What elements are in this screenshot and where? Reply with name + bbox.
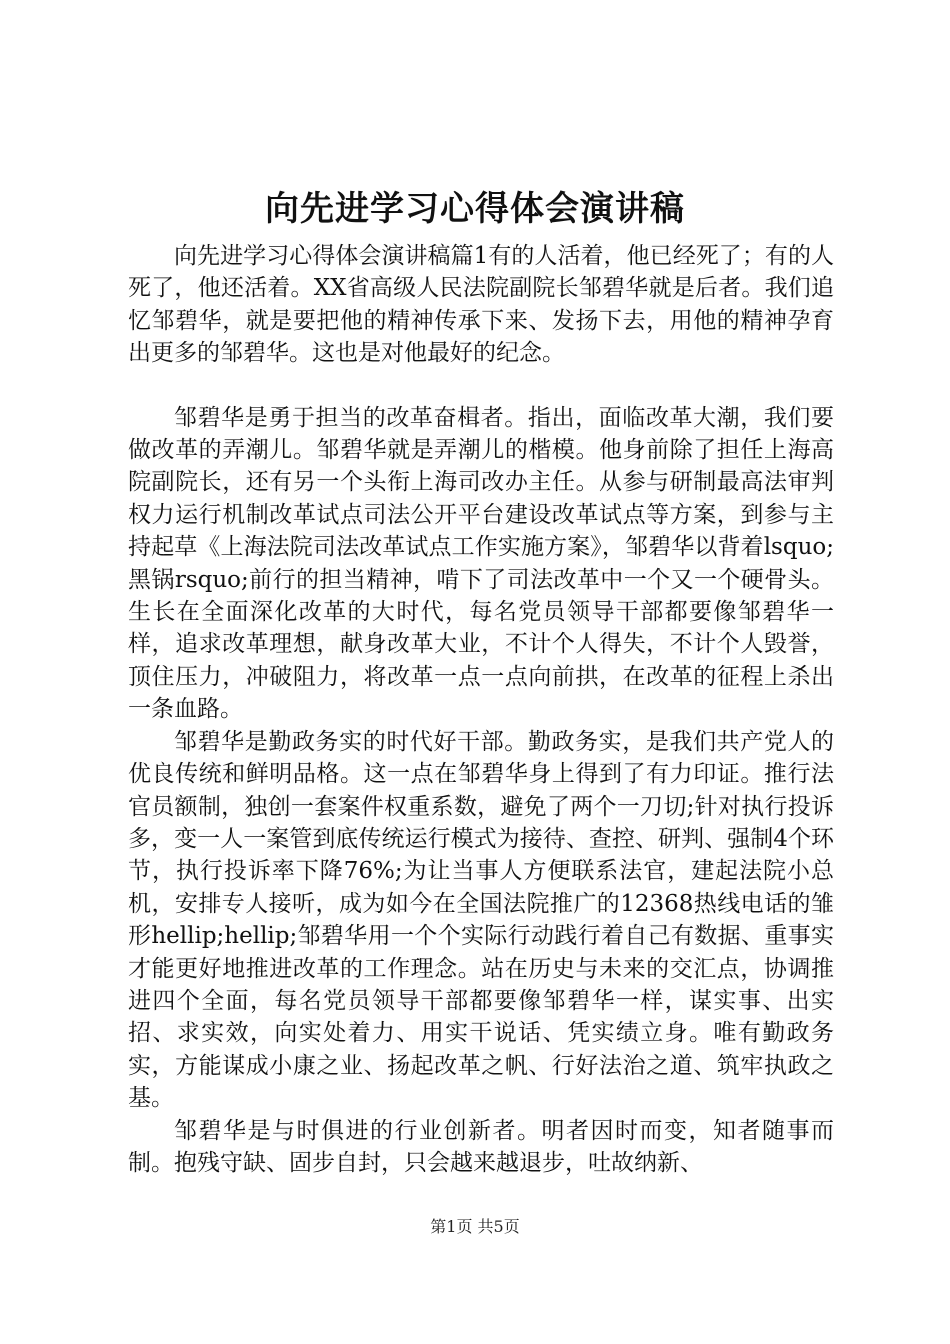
- paragraph: 向先进学习心得体会演讲稿篇1有的人活着，他已经死了；有的人死了，他还活着。XX省高级人民法院副院长邹碧华就是后者。我们追忆邹碧华，就是要把他的精神传承下来、发扬下去，用他的精神孕育出更多的邹碧华。这也是对他最好的纪念。: [128, 243, 834, 367]
- paragraph: 邹碧华是勇于担当的改革奋楫者。指出，面临改革大潮，我们要做改革的弄潮儿。邹碧华就是弄潮儿的楷模。他身前除了担任上海高院副院长，还有另一个头衔上海司改办主任。从参与研制最高法审判权力运行机制改革试点司法公开平台建设改革试点等方案，到参与主持起草《上海法院司法改革试点工作实施方案》，邹碧华以背着lsquo;黑锅rsquo;前行的担当精神，啃下了司法改革中一个又一个硬骨头。生长在全面深化改革的大时代，每名党员领导干部都要像邹碧华一样，追求改革理想，献身改革大业，不计个人得失，不计个人毁誉，顶住压力，冲破阻力，将改革一点一点向前拱，在改革的征程上杀出一条血路。: [128, 404, 834, 723]
- document-title: 向先进学习心得体会演讲稿: [265, 189, 685, 229]
- page-indicator: 第1页 共5页: [430, 1217, 520, 1236]
- paragraph: 邹碧华是与时俱进的行业创新者。明者因时而变，知者随事而制。抱残守缺、固步自封，只会越来越退步，吐故纳新、: [128, 1117, 834, 1176]
- paragraph: 邹碧华是勤政务实的时代好干部。勤政务实，是我们共产党人的优良传统和鲜明品格。这一点在邹碧华身上得到了有力印证。推行法官员额制，独创一套案件权重系数，避免了两个一刀切;针对执行投诉多，变一人一案管到底传统运行模式为接待、查控、研判、强制4个环节，执行投诉率下降76%;为让当事人方便联系法官，建起法院小总机，安排专人接听，成为如今在全国法院推广的12368热线电话的雏形hellip;hellip;邹碧华用一个个实际行动践行着自己有数据、重事实才能更好地推进改革的工作理念。站在历史与未来的交汇点，协调推进四个全面，每名党员领导干部都要像邹碧华一样，谋实事、出实招、求实效，向实处着力、用实干说话、凭实绩立身。唯有勤政务实，方能谋成小康之业、扬起改革之帆、行好法治之道、筑牢执政之基。: [128, 728, 834, 1112]
- document-body: [128, 240, 834, 1179]
